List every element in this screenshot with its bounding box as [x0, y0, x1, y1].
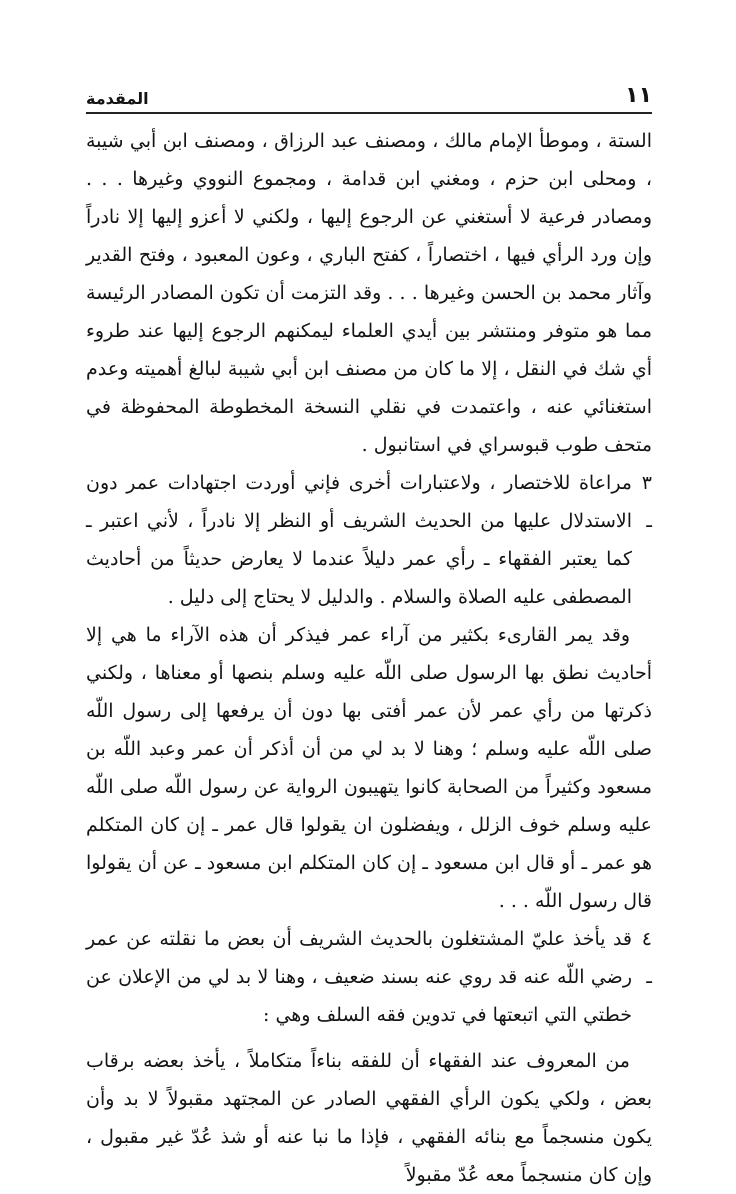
page-number: ١١ — [625, 83, 652, 108]
paragraph-sources: الستة ، وموطأ الإمام مالك ، ومصنف عبد الرزاق ، ومصنف ابن أبي شيبة ، ومحلى ابن حزم ، ومغني ابن قدامة ، ومجموع النووي وغيرها . . . ومصادر فرعية لا أستغني عن الرجوع إليها ، ولكني لا أعزو إليها إلا نادراً وإن ورد الرأي فيها ، اختصاراً ، كفتح الباري ، وعون المعبود ، وفتح القدير وآثار محمد بن الحسن وغيرها . . . وقد التزمت أن تكون المصادر الرئيسة مما هو متوفر ومنتشر بين أيدي العلماء ليمكنهم الرجوع إليها عند طروء أي شك في النقل ، إلا ما كان من مصنف ابن أبي شيبة لبالغ أهميته وعدم استغنائي عنه ، واعتمدت في نقلي النسخة المخطوطة المحفوظة في متحف طوب قبوسراي في استانبول . — [86, 130, 652, 456]
list-item-3 — [86, 464, 652, 616]
list-text-4: قد يأخذ عليّ المشتغلون بالحديث الشريف أن بعض ما نقلته عن عمر رضي اللّه عنه قد روي عنه بسند ضعيف ، وهنا لا بد لي من الإعلان عن خطتي التي اتبعتها في تدوين فقه السلف وهي : — [86, 928, 632, 1026]
paragraph-reader-note: وقد يمر القارىء بكثير من آراء عمر فيذكر أن هذه الآراء ما هي إلا أحاديث نطق بها الرسول صلى اللّه عليه وسلم بنصها أو معناها ، ولكني ذكرتها من رأي عمر لأن عمر أفتى بها دون أن يرفعها إلى رسول اللّه صلى اللّه عليه وسلم ؛ وهنا لا بد لي من أن أذكر أن عمر وعبد اللّه بن مسعود وكثيراً من الصحابة كانوا يتهيبون الرواية عن رسول اللّه صلى اللّه عليه وسلم خوف الزلل ، ويفضلون ان يقولوا قال عمر ـ إن كان المتكلم هو عمر ـ أو قال ابن مسعود ـ إن كان المتكلم ابن مسعود ـ عن أن يقولوا قال رسول اللّه . . . — [86, 624, 652, 912]
list-text-3: مراعاة للاختصار ، ولاعتبارات أخرى فإني أوردت اجتهادات عمر دون الاستدلال عليها من الحديث الشريف أو النظر إلا نادراً ، لأني اعتبر ـ كما يعتبر الفقهاء ـ رأي عمر دليلاً عندما لا يعارض حديثاً من أحاديث المصطفى عليه الصلاة والسلام . والدليل لا يحتاج إلى دليل . — [86, 472, 632, 608]
page-header — [86, 72, 652, 114]
list-number-3: ٣ ـ — [641, 472, 652, 532]
paragraph-fiqh-structure: من المعروف عند الفقهاء أن للفقه بناءاً متكاملاً ، يأخذ بعضه برقاب بعض ، ولكي يكون الرأي الفقهي الصادر عن المجتهد مقبولاً لا بد وأن يكون منسجماً مع بنائه الفقهي ، فإذا ما نبا عنه أو شذ عُدّ غير مقبول ، وإن كان منسجماً معه عُدّ مقبولاً — [86, 1050, 652, 1186]
list-number-4: ٤ ـ — [641, 928, 652, 988]
list-item-4 — [86, 920, 652, 1034]
spacer — [86, 1034, 652, 1042]
running-title: المقدمة — [86, 89, 149, 108]
body-text — [86, 122, 652, 1194]
